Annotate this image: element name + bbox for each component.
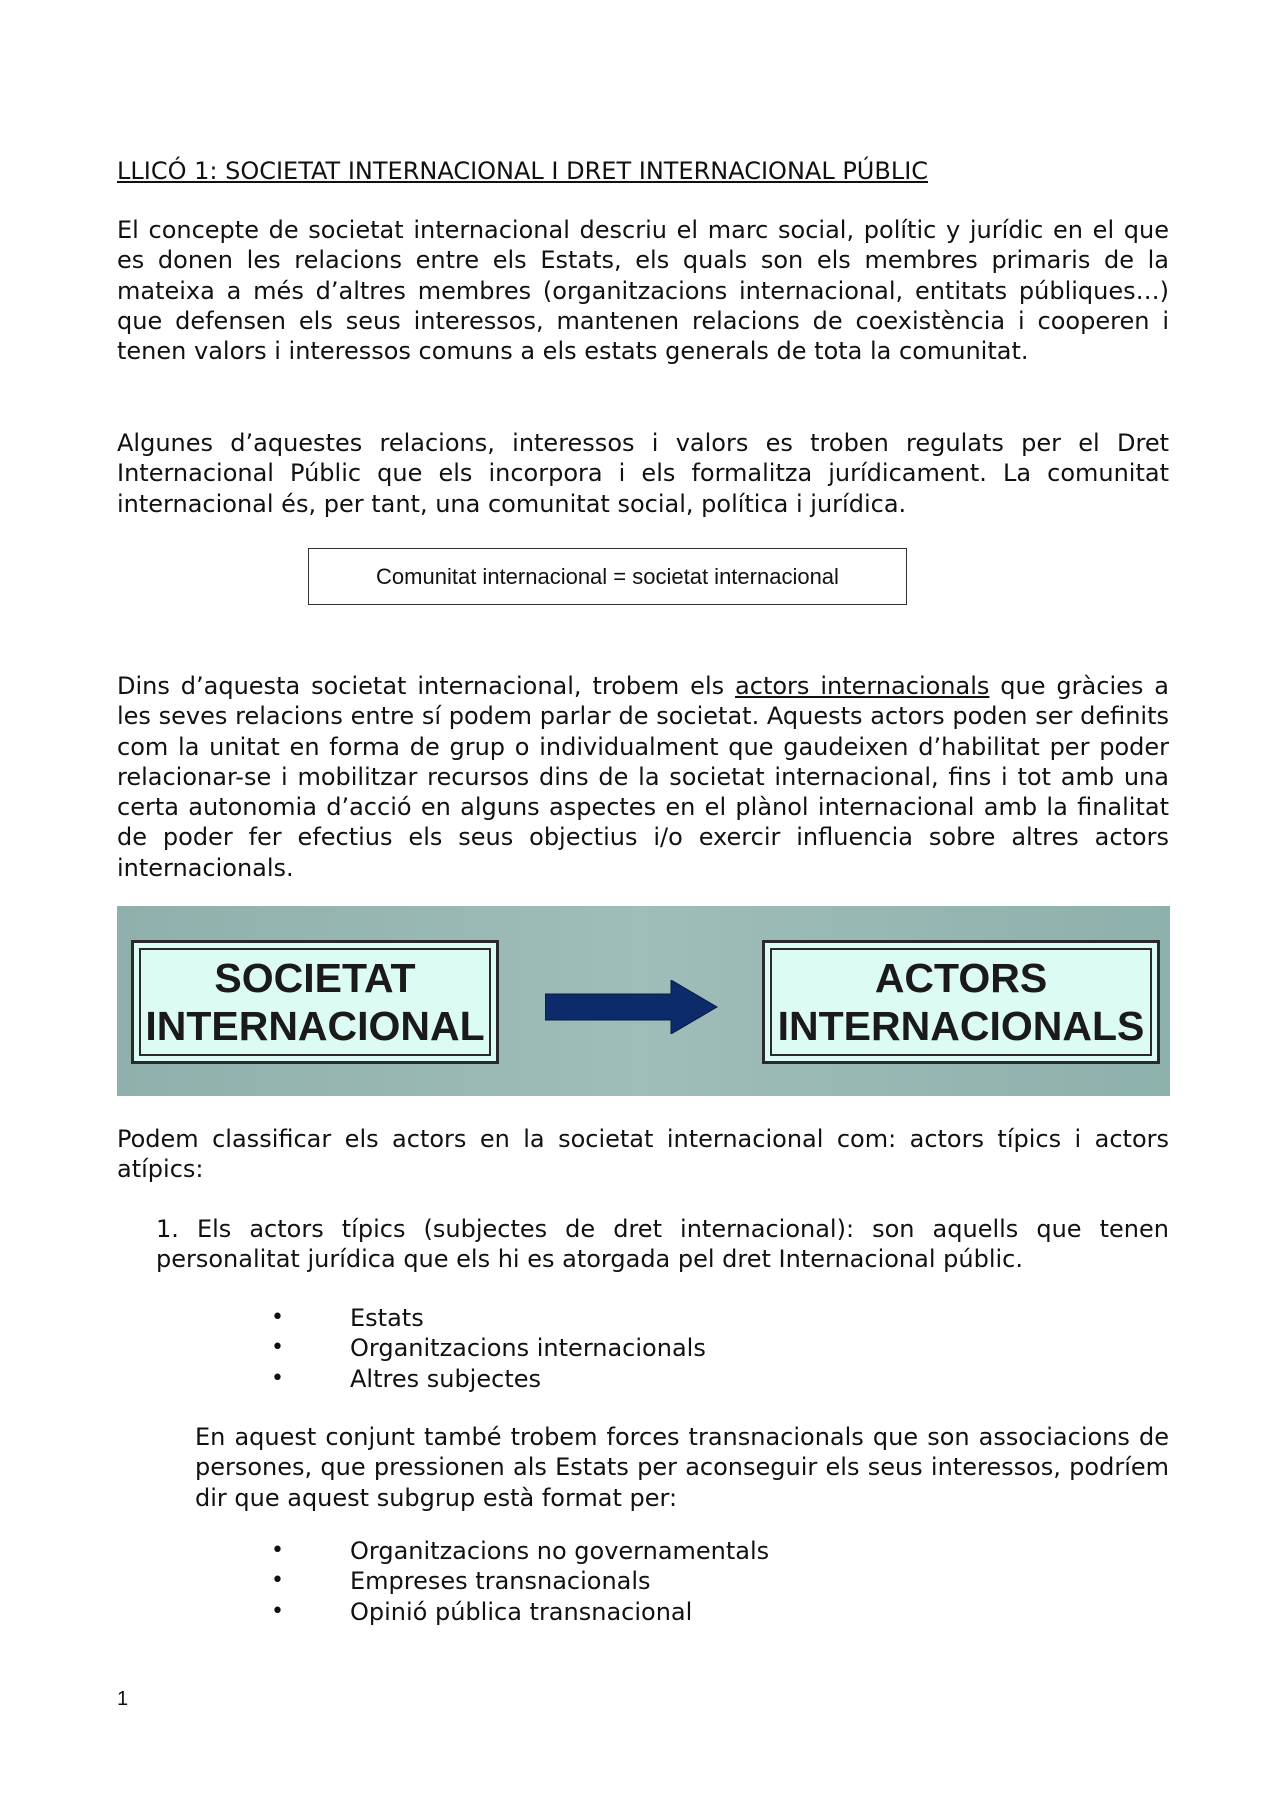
paragraph-transnational-forces: En aquest conjunt també trobem forces transnacionals que son associacions de persones, que pressionen als Estats per aconseguir els seus interessos, podríem dir que aquest subgrup està format per: <box>195 1423 1169 1512</box>
callout-text: Comunitat internacional = societat internacional <box>376 563 839 589</box>
bullet-icon: • <box>271 1365 284 1391</box>
box-left-line1: SOCIETAT <box>214 955 416 1001</box>
bullet-text: Organitzacions no governamentals <box>350 1537 770 1565</box>
paragraph-classification: Podem classificar els actors en la societat internacional com: actors típics i actors atípics: <box>117 1125 1169 1184</box>
paragraph-actors-before: Dins d’aquesta societat internacional, trobem els <box>117 672 736 700</box>
list-item <box>0 1364 1280 1394</box>
list-item <box>0 1536 1280 1566</box>
paragraph-actors <box>117 671 1169 883</box>
list-item <box>0 1566 1280 1596</box>
list-item <box>0 1333 1280 1363</box>
actors-internacionals-underlined: actors internacionals <box>735 672 990 700</box>
list-item <box>0 1303 1280 1333</box>
bullet-list-typical <box>0 1303 1280 1394</box>
bullet-text: Opinió pública transnacional <box>350 1597 693 1626</box>
right-arrow-icon <box>545 980 725 1034</box>
callout-box <box>308 548 907 605</box>
lesson-title: LLICÓ 1: SOCIETAT INTERNACIONAL I DRET INTERNACIONAL PÚBLIC <box>117 157 929 185</box>
societat-actors-banner <box>117 906 1170 1096</box>
box-right-line1: ACTORS <box>874 955 1048 1001</box>
bullet-icon: • <box>271 1598 284 1624</box>
bullet-list-transnational <box>0 1536 1280 1627</box>
paragraph-intro: El concepte de societat internacional descriu el marc social, polític y jurídic en el que es donen les relacions entre els Estats, els quals son els membres primaris de la mateixa a més d’altres membres (organitzacions internacional, entitats públiques…) que defensen els seus interessos, mantenen relacions de coexistència i cooperen i tenen valors i interessos comuns a els estats generals de tota la comunitat. <box>117 216 1169 366</box>
bullet-text: Organitzacions internacionals <box>350 1334 706 1363</box>
box-right-line2: INTERNACIONALS <box>777 1003 1145 1049</box>
bullet-icon: • <box>271 1335 284 1361</box>
box-left-line2: INTERNACIONAL <box>145 1003 485 1049</box>
list-item <box>0 1597 1280 1627</box>
societat-internacional-box <box>131 940 499 1064</box>
page-number: 1 <box>117 1688 129 1710</box>
numbered-item-typical-actors: 1. Els actors típics (subjectes de dret internacional): son aquells que tenen personalitat jurídica que els hi es atorgada pel dret Internacional públic. <box>156 1215 1169 1274</box>
bullet-icon: • <box>271 1538 284 1563</box>
bullet-text: Estats <box>350 1304 424 1332</box>
bullet-text: Empreses transnacionals <box>350 1567 651 1596</box>
paragraph-actors-after: que gràcies a les seves relacions entre sí podem parlar de societat. Aquests actors poden ser definits com la unitat en forma de grup o individualment que gaudeixen d’habilitat per poder relacionar-se i mobilitzar recursos dins de la societat internacional, fins i tot amb una certa autonomia d’acció en alguns aspectes en el plànol internacional amb la finalitat de poder fer efectius els seus objectius i/o exercir influencia sobre altres actors internacionals. <box>117 672 1169 882</box>
bullet-icon: • <box>271 1568 284 1594</box>
actors-internacionals-box <box>762 940 1160 1064</box>
bullet-text: Altres subjectes <box>350 1364 541 1393</box>
bullet-icon: • <box>271 1305 284 1330</box>
paragraph-public-law: Algunes d’aquestes relacions, interessos i valors es troben regulats per el Dret Internacional Públic que els incorpora i els formalitza jurídicament. La comunitat internacional és, per tant, una comunitat social, política i jurídica. <box>117 429 1169 518</box>
